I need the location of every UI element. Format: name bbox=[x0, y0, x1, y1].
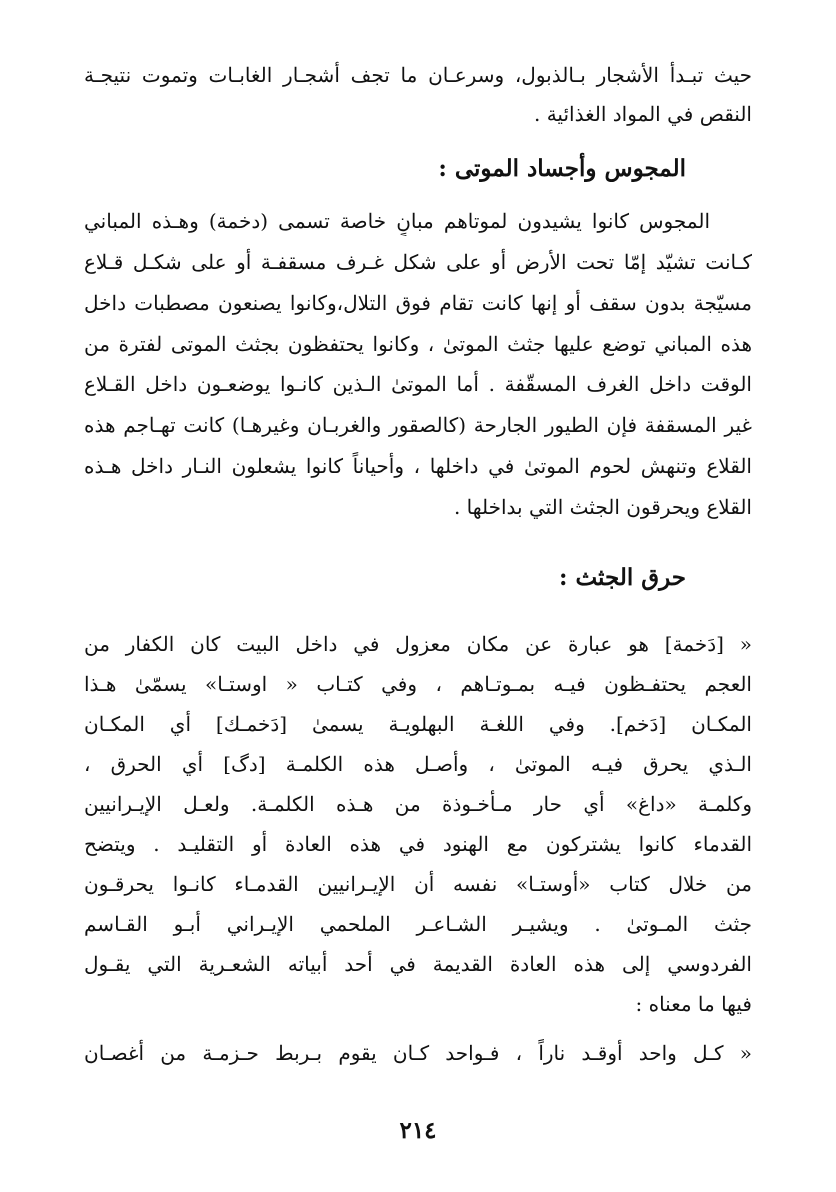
paragraph-line: العجم يحتفـظون فيـه بمـوتـاهم ، وفي كتـاب « اوستـا» يسمّىٰ هـذا bbox=[84, 672, 752, 696]
paragraph-line: مسيّجة بدون سقف أو إنها كانت تقام فوق التلال،وكانوا يصنعون مصطبات داخل bbox=[84, 291, 752, 315]
paragraph-line: « [دَخمة] هو عبارة عن مكان معزول في داخل البيت كان الكفار من bbox=[84, 632, 752, 656]
paragraph-line: الفردوسي إلى هذه العادة القديمة في أحد أبياته الشعـرية التي يقـول bbox=[84, 952, 752, 976]
paragraph-line: من خلال كتاب «أوستـا» نفسه أن الإيـرانيين القدمـاء كانـوا يحرقـون bbox=[84, 872, 752, 896]
section-heading-magi: المجوس وأجساد الموتى : bbox=[438, 155, 686, 182]
paragraph-line: فيها ما معناه : bbox=[635, 992, 752, 1016]
paragraph-line: الوقت داخل الغرف المسقّفة . أما الموتىٰ الـذين كانـوا يوضعـون داخل القـلاع bbox=[84, 372, 752, 396]
paragraph-line: كـانت تشيّد إمّا تحت الأرض أو على شكل غـرف مسقفـة أو على شكـل قـلاع bbox=[84, 250, 752, 274]
paragraph-line: المجوس كانوا يشيدون لموتاهم مبانٍ خاصة تسمى (دخمة) وهـذه المباني bbox=[84, 209, 710, 233]
section-heading-burning: حرق الجثث : bbox=[558, 564, 686, 591]
paragraph-line: الـذي يحرق فيـه الموتىٰ ، وأصـل هذه الكلمـة [دگ] أي الحرق ، bbox=[84, 752, 752, 776]
intro-line: حيث تبـدأ الأشجار بـالذبول، وسرعـان ما تجف أشجـار الغابـات وتموت نتيجـة bbox=[84, 63, 752, 87]
paragraph-line: وكلمـة «داغ» أي حار مـأخـوذة من هـذه الكلمـة. ولعـل الإيـرانيين bbox=[84, 792, 752, 816]
paragraph-line: المكـان [دَخم]. وفي اللغـة البهلويـة يسمىٰ [دَخمـك] أي المكـان bbox=[84, 712, 752, 736]
paragraph-line: القلاع وتنهش لحوم الموتىٰ في داخلها ، وأحياناً كانوا يشعلون النـار داخل هـذه bbox=[84, 454, 752, 478]
intro-line: النقص في المواد الغذائية . bbox=[533, 102, 752, 126]
paragraph-line: القلاع ويحرقون الجثث التي بداخلها . bbox=[453, 495, 752, 519]
paragraph-line: جثث المـوتىٰ . ويشيـر الشـاعـر الملحمي الإيـراني أبـو القـاسم bbox=[84, 912, 752, 936]
paragraph-line: القدماء كانوا يشتركون مع الهنود في هذه العادة أو التقليـد . ويتضح bbox=[84, 832, 752, 856]
paragraph-line: غير المسقفة فإن الطيور الجارحة (كالصقور والغربـان وغيرهـا) كانت تهـاجم هذه bbox=[84, 413, 752, 437]
page-number: ٢١٤ bbox=[399, 1117, 437, 1144]
paragraph-line: هذه المباني توضع عليها جثث الموتىٰ ، وكانوا يحتفظون بجثث الموتى لفترة من bbox=[84, 332, 752, 356]
quote-line: « كـل واحد أوقـد ناراً ، فـواحد كـان يقوم بـربط حـزمـة من أغصـان bbox=[84, 1041, 752, 1065]
